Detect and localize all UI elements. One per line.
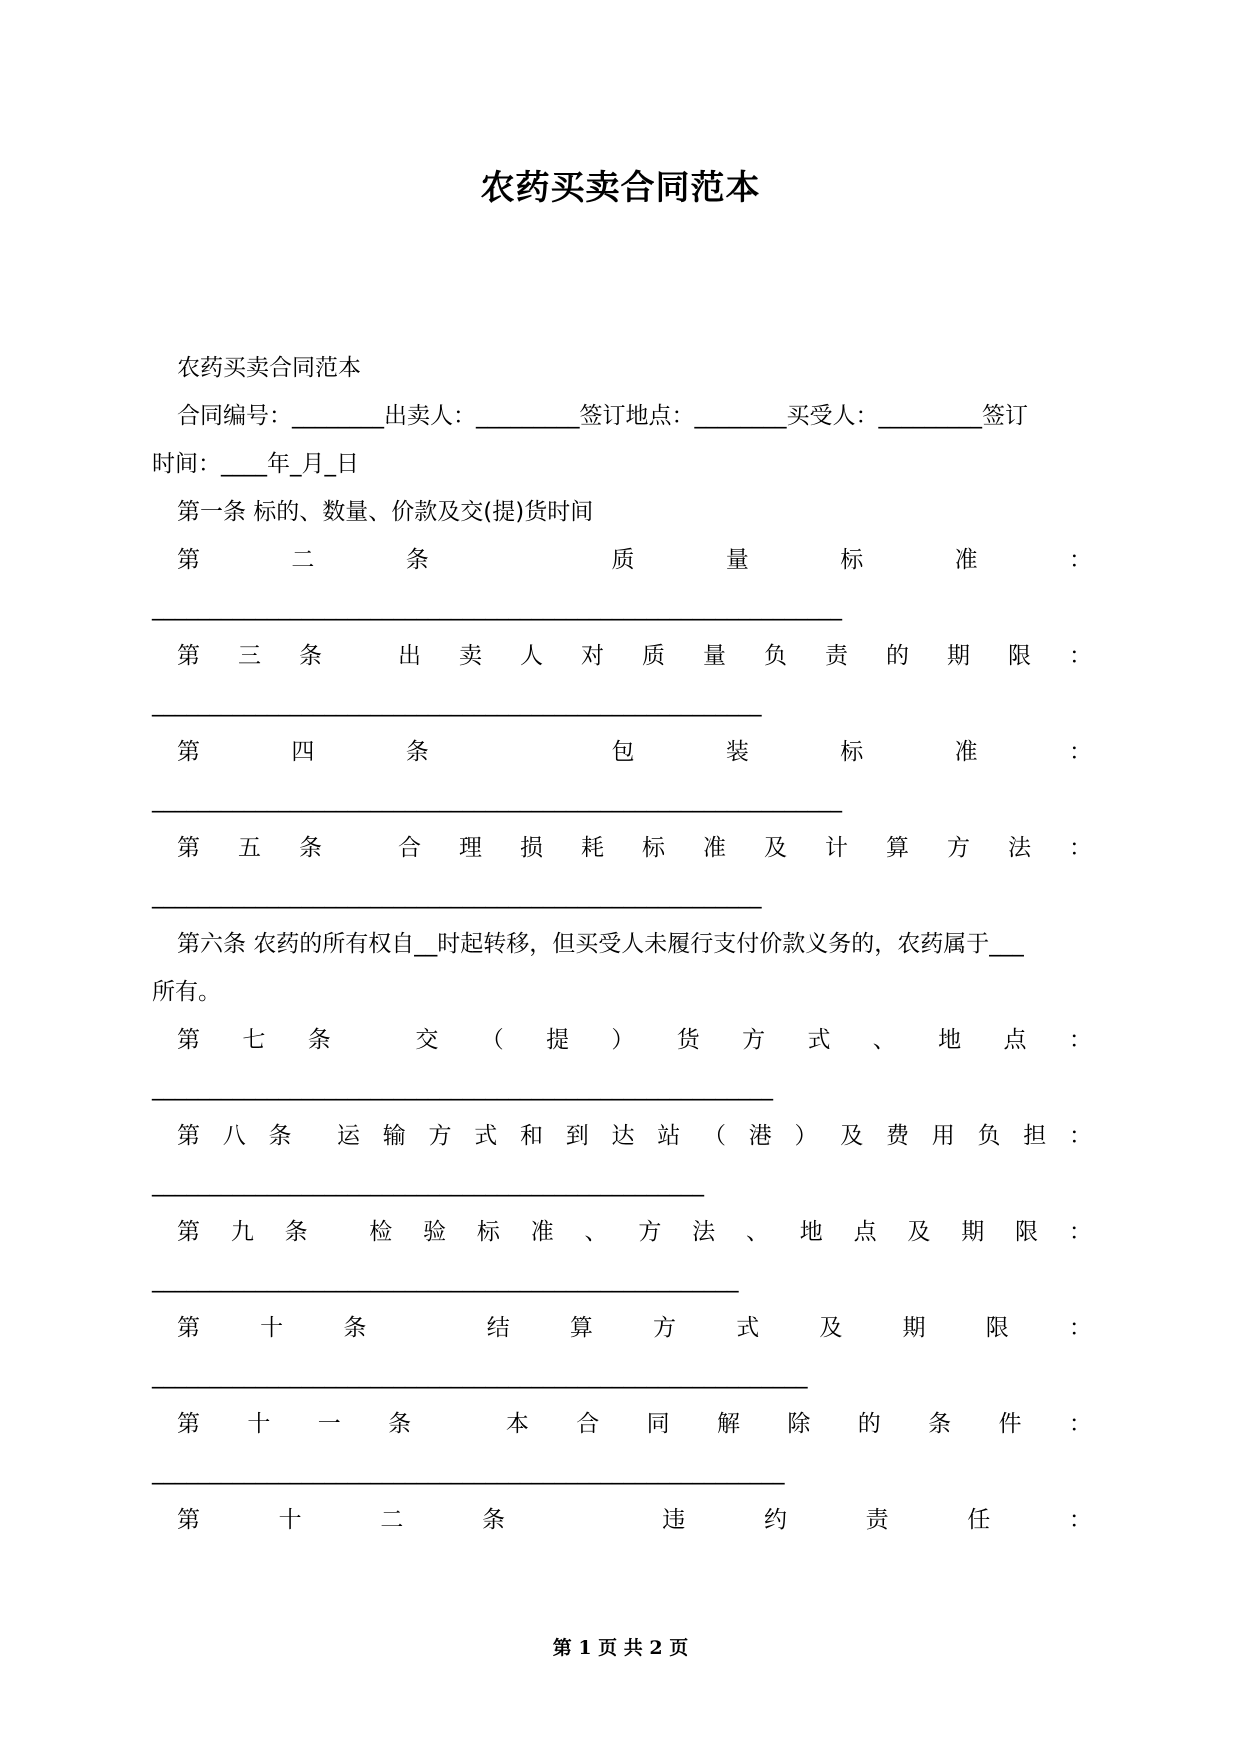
article-char: 责: [865, 1507, 889, 1533]
article-9: [177, 1217, 1092, 1247]
article-char: 站: [657, 1123, 681, 1149]
article-char: 地: [938, 1027, 962, 1053]
article-char: 卖: [459, 643, 482, 669]
article-char: 责: [825, 643, 848, 669]
article-char: 十: [260, 1315, 284, 1341]
article-char: 条: [481, 1507, 505, 1533]
article-char: 第: [177, 1219, 200, 1245]
article-char: 准: [954, 547, 978, 573]
article-char: 计: [825, 835, 848, 861]
article-char: 达: [611, 1123, 635, 1149]
article-char: 准: [703, 835, 726, 861]
article-char: 提: [546, 1027, 570, 1053]
article-char: ：: [1069, 835, 1092, 861]
article-char: 及: [840, 1123, 864, 1149]
article-3-underline: _____________________________________________________: [152, 691, 762, 717]
article-char: 负: [764, 643, 787, 669]
article-char: 用: [931, 1123, 955, 1149]
article-char: 一: [317, 1411, 341, 1437]
header-line-cont: 时间：____年_月_日: [152, 451, 359, 477]
article-char: 到: [565, 1123, 589, 1149]
article-char: 七: [242, 1027, 266, 1053]
article-char: 条: [343, 1315, 367, 1341]
article-char: 输: [382, 1123, 406, 1149]
article-10-underline: _________________________________________________________: [152, 1363, 808, 1389]
article-char: 质: [642, 643, 665, 669]
article-char: 标: [840, 739, 864, 765]
article-char: 和: [520, 1123, 543, 1149]
document-title: 农药买卖合同范本: [480, 168, 761, 208]
article-2: [177, 545, 1092, 575]
article-char: 量: [703, 643, 726, 669]
article-char: 二: [291, 547, 315, 573]
article-char: 第: [177, 547, 200, 573]
article-char: 地: [799, 1219, 823, 1245]
article-8: [177, 1121, 1092, 1151]
article-char: 标: [642, 835, 665, 861]
article-7-underline: ______________________________________________________: [152, 1075, 773, 1101]
article-char: （: [703, 1123, 726, 1149]
article-char: 法: [1008, 835, 1031, 861]
article-char: 三: [238, 643, 261, 669]
article-char: 及: [907, 1219, 931, 1245]
article-5: [177, 833, 1092, 863]
article-char: 条: [284, 1219, 308, 1245]
article-char: 质: [611, 547, 635, 573]
article-char: 五: [238, 835, 261, 861]
article-char: 式: [807, 1027, 831, 1053]
article-char: 九: [230, 1219, 254, 1245]
article-char: 第: [177, 1507, 200, 1533]
article-char: 期: [902, 1315, 926, 1341]
article-char: 理: [459, 835, 482, 861]
article-char: 检: [369, 1219, 393, 1245]
article-2-underline: ____________________________________________________________: [152, 595, 842, 621]
article-6-line2: 所有。: [152, 979, 221, 1005]
article-5-underline: _____________________________________________________: [152, 883, 762, 909]
article-char: 合: [398, 835, 421, 861]
article-char: ：: [1068, 1411, 1092, 1437]
article-char: 算: [569, 1315, 593, 1341]
article-char: 十: [247, 1411, 271, 1437]
article-char: 期: [947, 643, 970, 669]
article-char: 解: [717, 1411, 740, 1437]
article-char: ）: [794, 1123, 818, 1149]
article-char: 标: [476, 1219, 500, 1245]
article-char: 第: [177, 739, 200, 765]
article-char: 任: [967, 1507, 991, 1533]
article-char: 担: [1023, 1123, 1047, 1149]
article-char: 耗: [581, 835, 604, 861]
article-4: [177, 737, 1092, 767]
article-char: 方: [947, 835, 970, 861]
article-char: 第: [177, 1123, 200, 1149]
article-char: ：: [1069, 739, 1092, 765]
article-char: 标: [840, 547, 864, 573]
article-9-underline: ___________________________________________________: [152, 1267, 739, 1293]
article-char: 条: [928, 1411, 952, 1437]
article-char: 方: [428, 1123, 452, 1149]
article-char: 、: [745, 1219, 769, 1245]
article-char: ：: [1068, 1507, 1092, 1533]
article-char: 八: [222, 1123, 246, 1149]
article-char: 条: [307, 1027, 331, 1053]
article-char: 及: [764, 835, 787, 861]
article-char: 合: [576, 1411, 600, 1437]
article-char: 货: [676, 1027, 700, 1053]
article-char: 件: [998, 1411, 1022, 1437]
article-char: 条: [268, 1123, 292, 1149]
article-char: 对: [581, 643, 604, 669]
article-char: 约: [763, 1507, 787, 1533]
article-char: 式: [736, 1315, 760, 1341]
article-11-underline: _______________________________________________________: [152, 1459, 785, 1485]
article-char: 运: [337, 1123, 360, 1149]
article-char: ）: [611, 1027, 635, 1053]
article-char: 二: [380, 1507, 404, 1533]
article-char: ：: [1068, 1315, 1092, 1341]
article-char: 费: [886, 1123, 909, 1149]
article-7: [177, 1025, 1092, 1055]
article-char: （: [480, 1027, 504, 1053]
article-char: 的: [886, 643, 909, 669]
article-char: 期: [961, 1219, 985, 1245]
article-char: 除: [787, 1411, 811, 1437]
article-char: 十: [278, 1507, 302, 1533]
article-char: 点: [853, 1219, 877, 1245]
article-char: 方: [653, 1315, 677, 1341]
article-char: 交: [415, 1027, 439, 1053]
article-char: 装: [725, 739, 749, 765]
article-char: 方: [742, 1027, 766, 1053]
article-char: 算: [886, 835, 909, 861]
article-char: 条: [405, 739, 429, 765]
article-char: ：: [1069, 643, 1092, 669]
article-char: 条: [405, 547, 429, 573]
article-char: 条: [299, 835, 322, 861]
header-line: 合同编号：________出卖人：_________签订地点：________买受人：_________签订: [177, 403, 1028, 429]
article-char: ：: [1068, 1219, 1092, 1245]
article-char: ：: [1069, 547, 1092, 573]
subtitle: 农药买卖合同范本: [177, 355, 361, 381]
article-char: 包: [611, 739, 635, 765]
article-char: 人: [520, 643, 543, 669]
article-char: 同: [646, 1411, 670, 1437]
article-char: 第: [177, 1411, 200, 1437]
article-char: 第: [177, 835, 200, 861]
article-char: 限: [1015, 1219, 1038, 1245]
article-char: 第: [177, 1315, 200, 1341]
article-1: 第一条 标的、数量、价款及交(提)货时间: [177, 499, 594, 525]
article-char: 量: [725, 547, 749, 573]
article-4-underline: ____________________________________________________________: [152, 787, 842, 813]
article-char: ：: [1068, 1027, 1092, 1053]
article-char: 及: [819, 1315, 843, 1341]
article-char: 港: [748, 1123, 772, 1149]
article-char: 的: [857, 1411, 881, 1437]
article-12: [177, 1505, 1092, 1535]
article-char: 结: [486, 1315, 510, 1341]
article-char: 限: [1008, 643, 1031, 669]
article-char: 限: [985, 1315, 1009, 1341]
article-char: 、: [584, 1219, 608, 1245]
article-6-line1: 第六条 农药的所有权自__时起转移，但买受人未履行支付价款义务的，农药属于___: [177, 931, 1024, 957]
page-footer: 第 1 页 共 2 页: [552, 1637, 689, 1659]
article-char: 四: [291, 739, 315, 765]
article-char: 方: [638, 1219, 662, 1245]
article-char: 验: [423, 1219, 447, 1245]
article-char: 条: [299, 643, 322, 669]
article-char: 式: [474, 1123, 498, 1149]
article-11: [177, 1409, 1092, 1439]
article-3: [177, 641, 1092, 671]
article-char: 损: [520, 835, 543, 861]
article-char: 点: [1003, 1027, 1027, 1053]
article-char: 法: [692, 1219, 716, 1245]
article-char: 出: [398, 643, 421, 669]
article-8-underline: ________________________________________________: [152, 1171, 704, 1197]
article-char: 准: [954, 739, 978, 765]
article-char: 第: [177, 643, 200, 669]
article-char: 违: [662, 1507, 686, 1533]
article-char: ：: [1069, 1123, 1092, 1149]
article-char: 准: [530, 1219, 554, 1245]
article-char: 、: [872, 1027, 896, 1053]
article-char: 本: [505, 1411, 529, 1437]
article-10: [177, 1313, 1092, 1343]
article-char: 条: [388, 1411, 412, 1437]
article-char: 负: [977, 1123, 1001, 1149]
article-char: 第: [177, 1027, 200, 1053]
